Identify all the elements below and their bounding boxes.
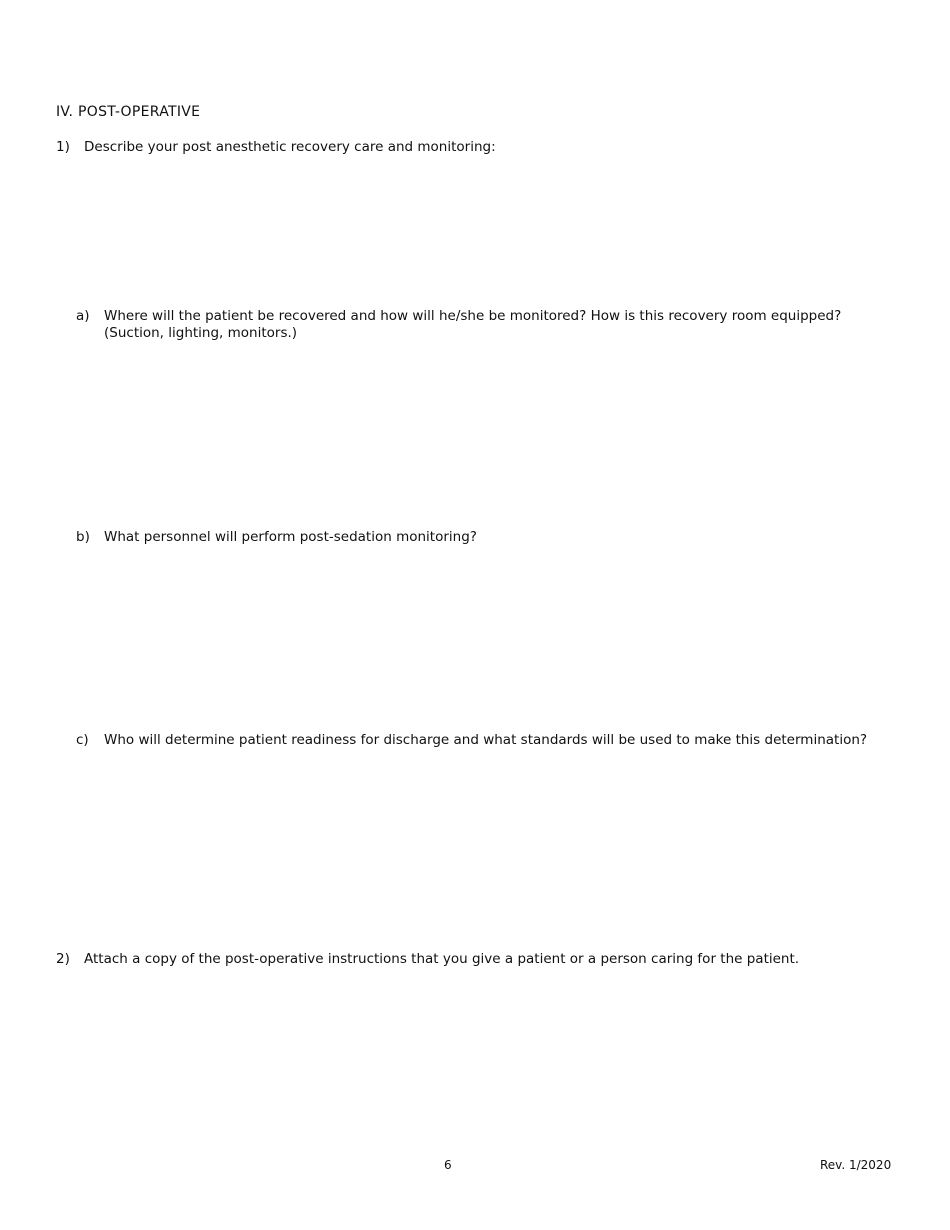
question-1-number: 1) [56, 139, 70, 155]
question-2-text: Attach a copy of the post-operative instructions that you give a patient or a person caring for the patient. [84, 951, 800, 967]
subquestion-a-text-line2: (Suction, lighting, monitors.) [104, 325, 298, 341]
question-2-number: 2) [56, 951, 70, 967]
subquestion-c-text: Who will determine patient readiness for discharge and what standards will be used to make this determination? [104, 732, 868, 748]
subquestion-b-text: What personnel will perform post-sedation monitoring? [104, 529, 477, 545]
page-number: 6 [444, 1158, 452, 1172]
subquestion-a-letter: a) [76, 308, 90, 324]
question-1-text: Describe your post anesthetic recovery care and monitoring: [84, 139, 496, 155]
revision-label: Rev. 1/2020 [820, 1158, 892, 1172]
subquestion-b-letter: b) [76, 529, 90, 545]
section-title: IV. POST-OPERATIVE [56, 104, 201, 120]
subquestion-c-letter: c) [76, 732, 89, 748]
subquestion-a-text-line1: Where will the patient be recovered and how will he/she be monitored? How is this recovery room equipped? [104, 308, 842, 324]
